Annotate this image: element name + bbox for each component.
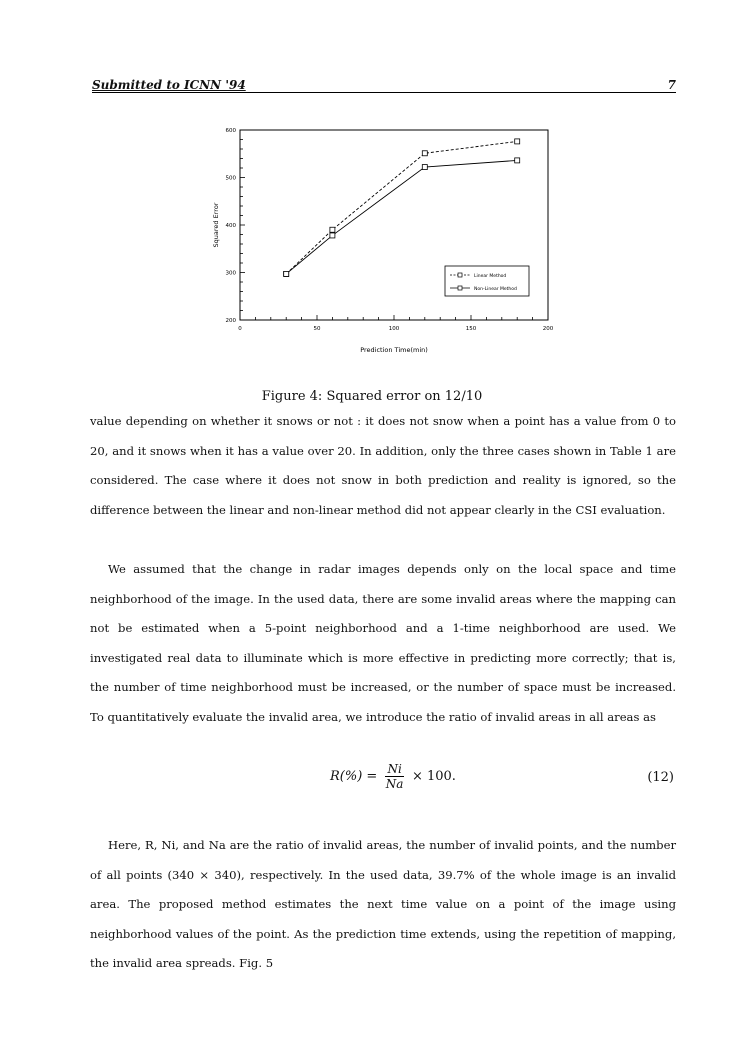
legend-label: Non-Linear Method bbox=[474, 287, 517, 292]
equation-lhs: R(%) = bbox=[330, 769, 378, 784]
series-line bbox=[286, 160, 517, 274]
y-tick-label: 400 bbox=[225, 223, 236, 229]
x-axis-label: Prediction Time(min) bbox=[360, 346, 428, 354]
y-tick-label: 200 bbox=[225, 318, 236, 324]
x-tick-label: 0 bbox=[238, 326, 242, 332]
figure-4-chart bbox=[205, 122, 565, 362]
paragraph-1: value depending on whether it snows or not : it does not snow when a point has a value from 0 to 20, and it snows when it has a value over 20. In addition, only the three cases shown in Table 1 are considered. The case where it does not snow in both prediction and reality is ignored, so the difference between the linear and non-linear method did not appear clearly in the CSI evaluation. bbox=[90, 414, 676, 517]
equation-fraction bbox=[385, 762, 403, 791]
page-number: 7 bbox=[667, 78, 676, 92]
equation-rest: × 100. bbox=[411, 769, 456, 784]
legend-marker bbox=[458, 286, 462, 290]
header-venue: Submitted to ICNN '94 bbox=[92, 78, 246, 92]
equation-numerator: Ni bbox=[387, 762, 402, 776]
x-tick-label: 200 bbox=[542, 326, 554, 332]
data-point bbox=[515, 139, 520, 144]
data-point bbox=[284, 271, 289, 276]
data-point bbox=[422, 165, 427, 170]
equation-number: (12) bbox=[647, 770, 674, 785]
chart-svg bbox=[205, 122, 565, 362]
legend-marker bbox=[458, 273, 462, 277]
paragraph-3: Here, R, Ni, and Na are the ratio of invalid areas, the number of invalid points, and the number of all points (340 × 340), respectively. In the used data, 39.7% of the whole image is an invalid area. The proposed method estimates the next time value on a point of the image using neighborhood values of the point. As the prediction time extends, using the repetition of mapping, the invalid area spreads. Fig. 5 bbox=[90, 838, 676, 971]
y-axis-label: Squared Error bbox=[212, 202, 220, 248]
data-point bbox=[515, 158, 520, 163]
data-point bbox=[422, 151, 427, 156]
page-header bbox=[92, 79, 676, 93]
x-tick-label: 150 bbox=[465, 326, 477, 332]
equation-12 bbox=[330, 762, 456, 791]
y-tick-label: 300 bbox=[225, 270, 236, 277]
y-tick-label: 500 bbox=[225, 175, 236, 182]
x-tick-label: 100 bbox=[388, 326, 400, 332]
paragraph-2: We assumed that the change in radar images depends only on the local space and time neighborhood of the image. In the used data, there are some invalid areas where the mapping can not be estimated when a 5-point neighborhood and a 1-time neighborhood are used. We investigated real data to illuminate which is more effective in predicting more correctly; that is, the number of time neighborhood must be increased, or the number of space must be increased. To quantitatively evaluate the invalid area, we introduce the ratio of invalid areas in all areas as bbox=[90, 562, 676, 724]
data-point bbox=[330, 227, 335, 232]
legend-label: Linear Method bbox=[474, 274, 507, 279]
x-tick-label: 50 bbox=[313, 326, 321, 332]
data-point bbox=[330, 233, 335, 238]
equation-denominator: Na bbox=[385, 777, 404, 791]
y-tick-label: 600 bbox=[225, 128, 236, 134]
figure-caption: Figure 4: Squared error on 12/10 bbox=[261, 389, 483, 404]
series-line bbox=[286, 141, 517, 274]
